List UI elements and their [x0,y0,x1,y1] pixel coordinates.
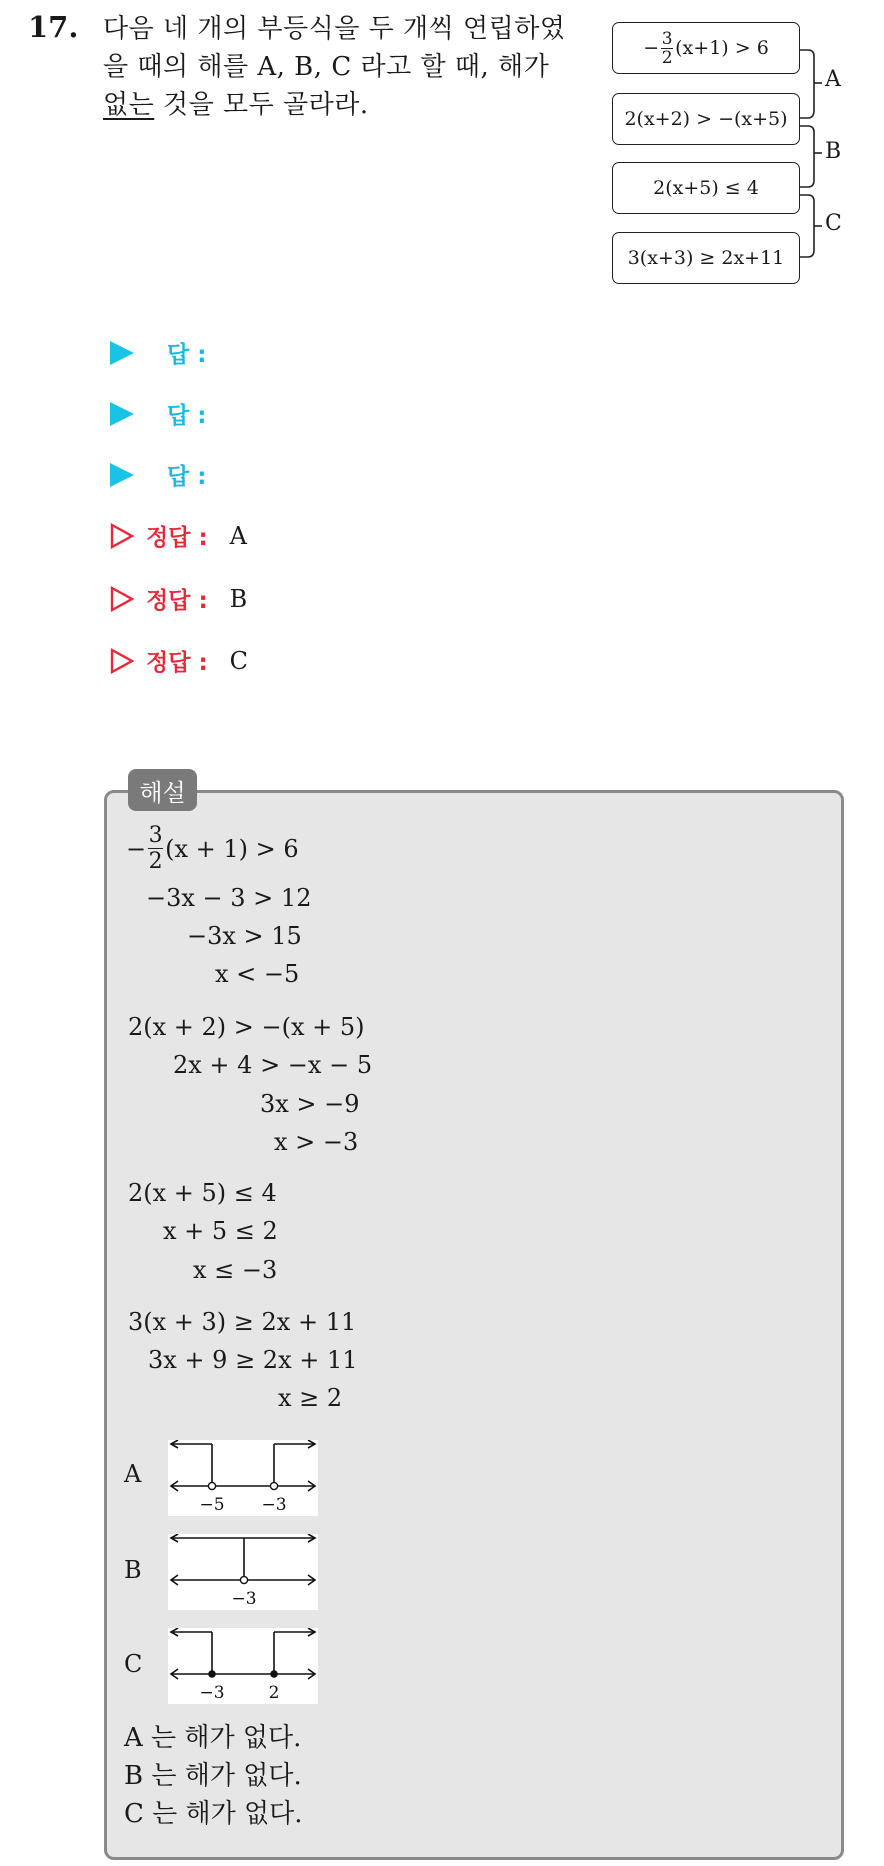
tick-label: −5 [199,1495,225,1515]
solution-line: x ≥ 2 [278,1384,343,1412]
tick-label: −3 [231,1589,257,1609]
play-arrow-icon [110,402,134,426]
number-line-c [168,1628,318,1704]
solution-line: −3x > 15 [187,922,302,950]
conclusion-line: B 는 해가 없다. [124,1761,302,1791]
solution-line: 2(x + 5) ≤ 4 [128,1179,277,1207]
solution-line: 2(x + 2) > −(x + 5) [128,1013,365,1041]
question-text-underlined: 없는 [103,90,155,120]
correct-answer-row-1 [110,519,247,552]
answer-label: 답 : [167,403,207,429]
number-line-label-b: B [124,1556,142,1584]
inequality-box-1 [612,22,800,74]
outline-triangle-icon [110,523,134,549]
solution-line: 3(x + 3) ≥ 2x + 11 [128,1308,357,1336]
pair-label-c: C [825,211,842,236]
pair-label-a: A [825,67,841,92]
solution-line: x < −5 [215,960,300,988]
solution-fraction [148,824,163,873]
solution-line: 2x + 4 > −x − 5 [173,1051,373,1079]
outline-triangle-icon [110,648,134,674]
pair-label-b: B [825,139,842,164]
fraction-denominator: 2 [148,849,163,874]
ineq1-fraction [661,28,673,68]
correct-answer-label: 정답 : [146,650,208,676]
answer-row-2 [110,397,206,430]
tick-label: 2 [268,1683,280,1703]
inequality-box-2 [612,93,800,145]
solution-line: x ≤ −3 [193,1256,278,1284]
inequality-box-4 [612,232,800,284]
ineq1-frac-num: 3 [661,28,673,49]
correct-answer-row-2 [110,582,247,615]
number-line-label-a: A [124,1460,142,1488]
number-line-b [168,1534,318,1610]
solution-tag: 해설 [128,769,197,811]
conclusion-line: C 는 해가 없다. [124,1799,303,1829]
solution-line: 3x + 9 ≥ 2x + 11 [148,1346,358,1374]
correct-answer-label: 정답 : [146,525,208,551]
ineq3-text: 2(x+5) ≤ 4 [653,177,759,199]
solution-line: 3x > −9 [260,1090,360,1118]
correct-answer-value: B [229,584,248,613]
solution-line: x + 5 ≤ 2 [163,1217,278,1245]
ineq1-rest: (x+1) > 6 [675,37,769,59]
solution-line: −3x − 3 > 12 [146,884,312,912]
question-number: 17. [28,10,79,44]
correct-answer-value: A [229,521,247,550]
number-line-label-c: C [124,1650,143,1678]
question-text [103,10,583,124]
inequality-box-3 [612,162,800,214]
play-arrow-icon [110,463,134,487]
fraction-numerator: 3 [148,823,163,848]
minus-sign: − [126,834,147,863]
correct-answer-value: C [229,646,249,675]
answer-label: 답 : [167,342,207,368]
ineq1-frac-den: 2 [661,47,673,68]
correct-answer-label: 정답 : [146,588,208,614]
solution-line [126,824,299,873]
outline-triangle-icon [110,586,134,612]
tick-label: −3 [199,1683,225,1703]
play-arrow-icon [110,341,134,365]
conclusion-line: A 는 해가 없다. [124,1723,302,1753]
question-text-part2: 것을 모두 골라라. [154,90,369,120]
solution-text: (x + 1) > 6 [165,834,299,863]
ineq4-text: 3(x+3) ≥ 2x+11 [627,247,785,269]
tick-label: −3 [261,1495,287,1515]
solution-line: x > −3 [274,1128,359,1156]
ineq2-text: 2(x+2) > −(x+5) [624,108,788,130]
answer-label: 답 : [167,464,207,490]
answer-row-1 [110,336,206,369]
number-line-a [168,1440,318,1516]
question-text-part1: 다음 네 개의 부등식을 두 개씩 연립하였을 때의 해를 A, B, C 라고 할 때, 해가 [103,14,566,82]
correct-answer-row-3 [110,644,248,677]
answer-row-3 [110,458,206,491]
ineq1-prefix: − [643,37,660,59]
